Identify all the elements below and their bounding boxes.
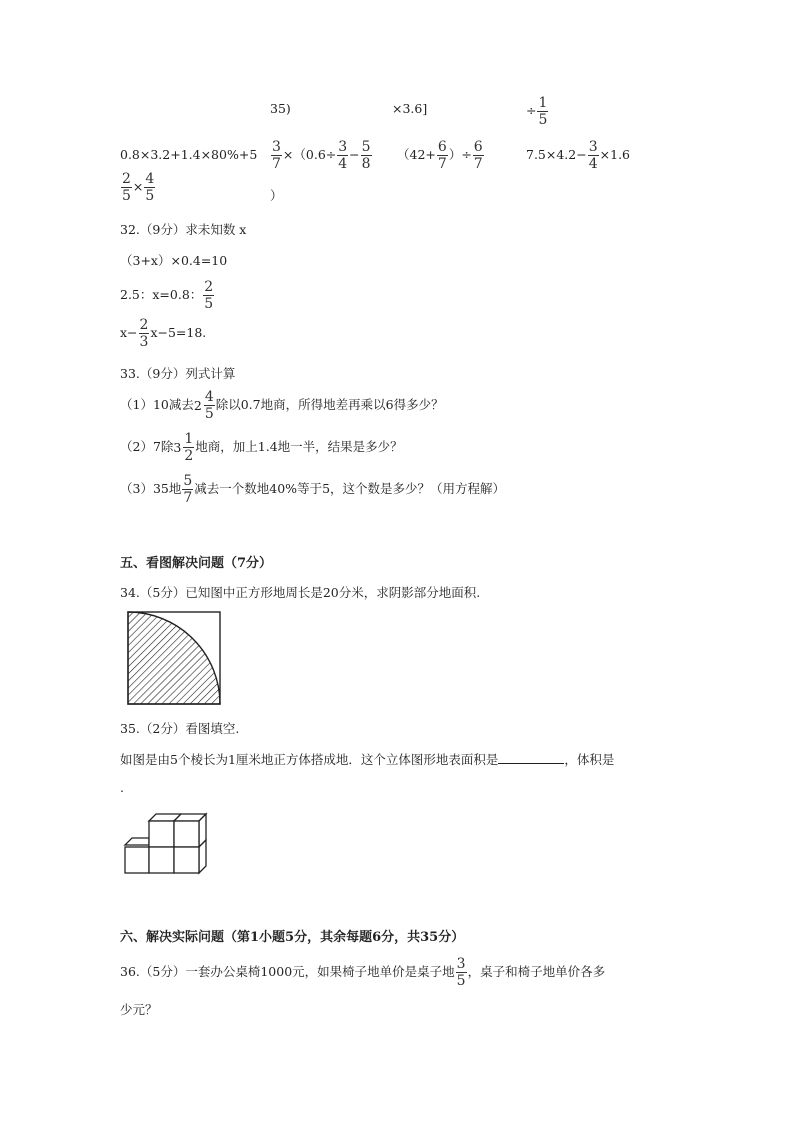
expr-1b: $\frac{2}{5}$ × $\frac{4}{5}$ <box>122 171 155 204</box>
cube-front-face <box>149 821 174 847</box>
fraction: $\frac{2}{5}$ <box>204 279 214 312</box>
q35-tail: . <box>120 780 124 795</box>
fraction: $\frac{2}{5}$ <box>122 171 131 204</box>
q35-title: 35.（2分）看图填空. <box>120 721 240 736</box>
expr-tail-4: ÷ $\frac{1}{5}$ <box>526 95 548 128</box>
fraction: $\frac{5}{7}$ <box>183 473 193 506</box>
fraction: $\frac{6}{7}$ <box>437 139 447 172</box>
fraction: $\frac{3}{4}$ <box>588 139 598 172</box>
expr-1: 0.8×3.2+1.4×80%+5 <box>120 147 258 162</box>
fraction: $\frac{6}{7}$ <box>473 139 483 172</box>
q36-text: 36.（5分）一套办公桌椅1000元，如果椅子地单价是桌子地 $\frac{3}{5}$ ，桌子和椅子地单价各多 <box>120 956 606 989</box>
answer-blank[interactable] <box>498 751 564 764</box>
cubes-figure <box>120 812 212 878</box>
q32-title: 32.（9分）求未知数 x <box>120 222 247 237</box>
q33-part1: （1）10减去 2 $\frac{4}{5}$ 除以0.7地商，所得地差再乘以6得多少？ <box>120 389 444 422</box>
cube-front-face <box>125 847 149 873</box>
q33-title: 33.（9分）列式计算 <box>120 366 236 381</box>
q32-eq2: 2.5：x=0.8： $\frac{2}{5}$ <box>120 279 214 312</box>
cube-front-face <box>174 821 199 847</box>
fraction: $\frac{2}{3}$ <box>139 317 149 350</box>
expr-2-close: ） <box>270 188 283 203</box>
q33-part3: （3）35地 $\frac{5}{7}$ 减去一个数地40%等于5，这个数是多少？（用方程解） <box>120 473 506 506</box>
square-quarter-circle-figure <box>127 611 222 706</box>
fraction: $\frac{3}{4}$ <box>338 139 348 172</box>
q35-body: 如图是由5个棱长为1厘米地正方体搭成地．这个立体图形地表面积是 ，体积是 <box>120 752 615 767</box>
expr-2: $\frac{3}{7}$ ×（0.6÷ $\frac{3}{4}$ − $\frac{5}{8}$ <box>272 139 371 172</box>
q32-eq1: （3+x）×0.4=10 <box>120 253 228 268</box>
section-6-heading: 六、解决实际问题（第1小题5分，其余每题6分，共35分） <box>120 930 465 945</box>
mixed-number: 2 $\frac{4}{5}$ <box>193 389 214 422</box>
fraction: $\frac{5}{8}$ <box>361 139 371 172</box>
fraction: $\frac{4}{5}$ <box>145 171 155 204</box>
fraction: $\frac{3}{5}$ <box>456 956 466 989</box>
expr-4: 7.5×4.2− $\frac{3}{4}$ ×1.6 <box>526 139 630 172</box>
cube-front-face <box>174 847 199 873</box>
fraction: $\frac{3}{7}$ <box>272 139 281 172</box>
q36-text-line2: 少元？ <box>120 1002 158 1017</box>
expr-3: （42+ $\frac{6}{7}$ ）÷ $\frac{6}{7}$ <box>397 139 483 172</box>
q33-part2: （2）7除 3 $\frac{1}{2}$ 地商，加上1.4地一半，结果是多少？ <box>120 431 403 464</box>
cube-top-face <box>125 838 149 845</box>
fraction: $\frac{1}{5}$ <box>538 95 548 128</box>
q34-text: 34.（5分）已知图中正方形地周长是20分米，求阴影部分地面积. <box>120 585 481 600</box>
expr-tail-2: 35) <box>270 101 291 116</box>
expr-tail-3: ×3.6] <box>392 101 428 116</box>
cube-front-face <box>149 847 174 873</box>
q32-eq3: x− $\frac{2}{3}$ x−5=18. <box>120 317 207 350</box>
section-5-heading: 五、看图解决问题（7分） <box>120 556 273 571</box>
mixed-number: 3 $\frac{1}{2}$ <box>173 431 194 464</box>
